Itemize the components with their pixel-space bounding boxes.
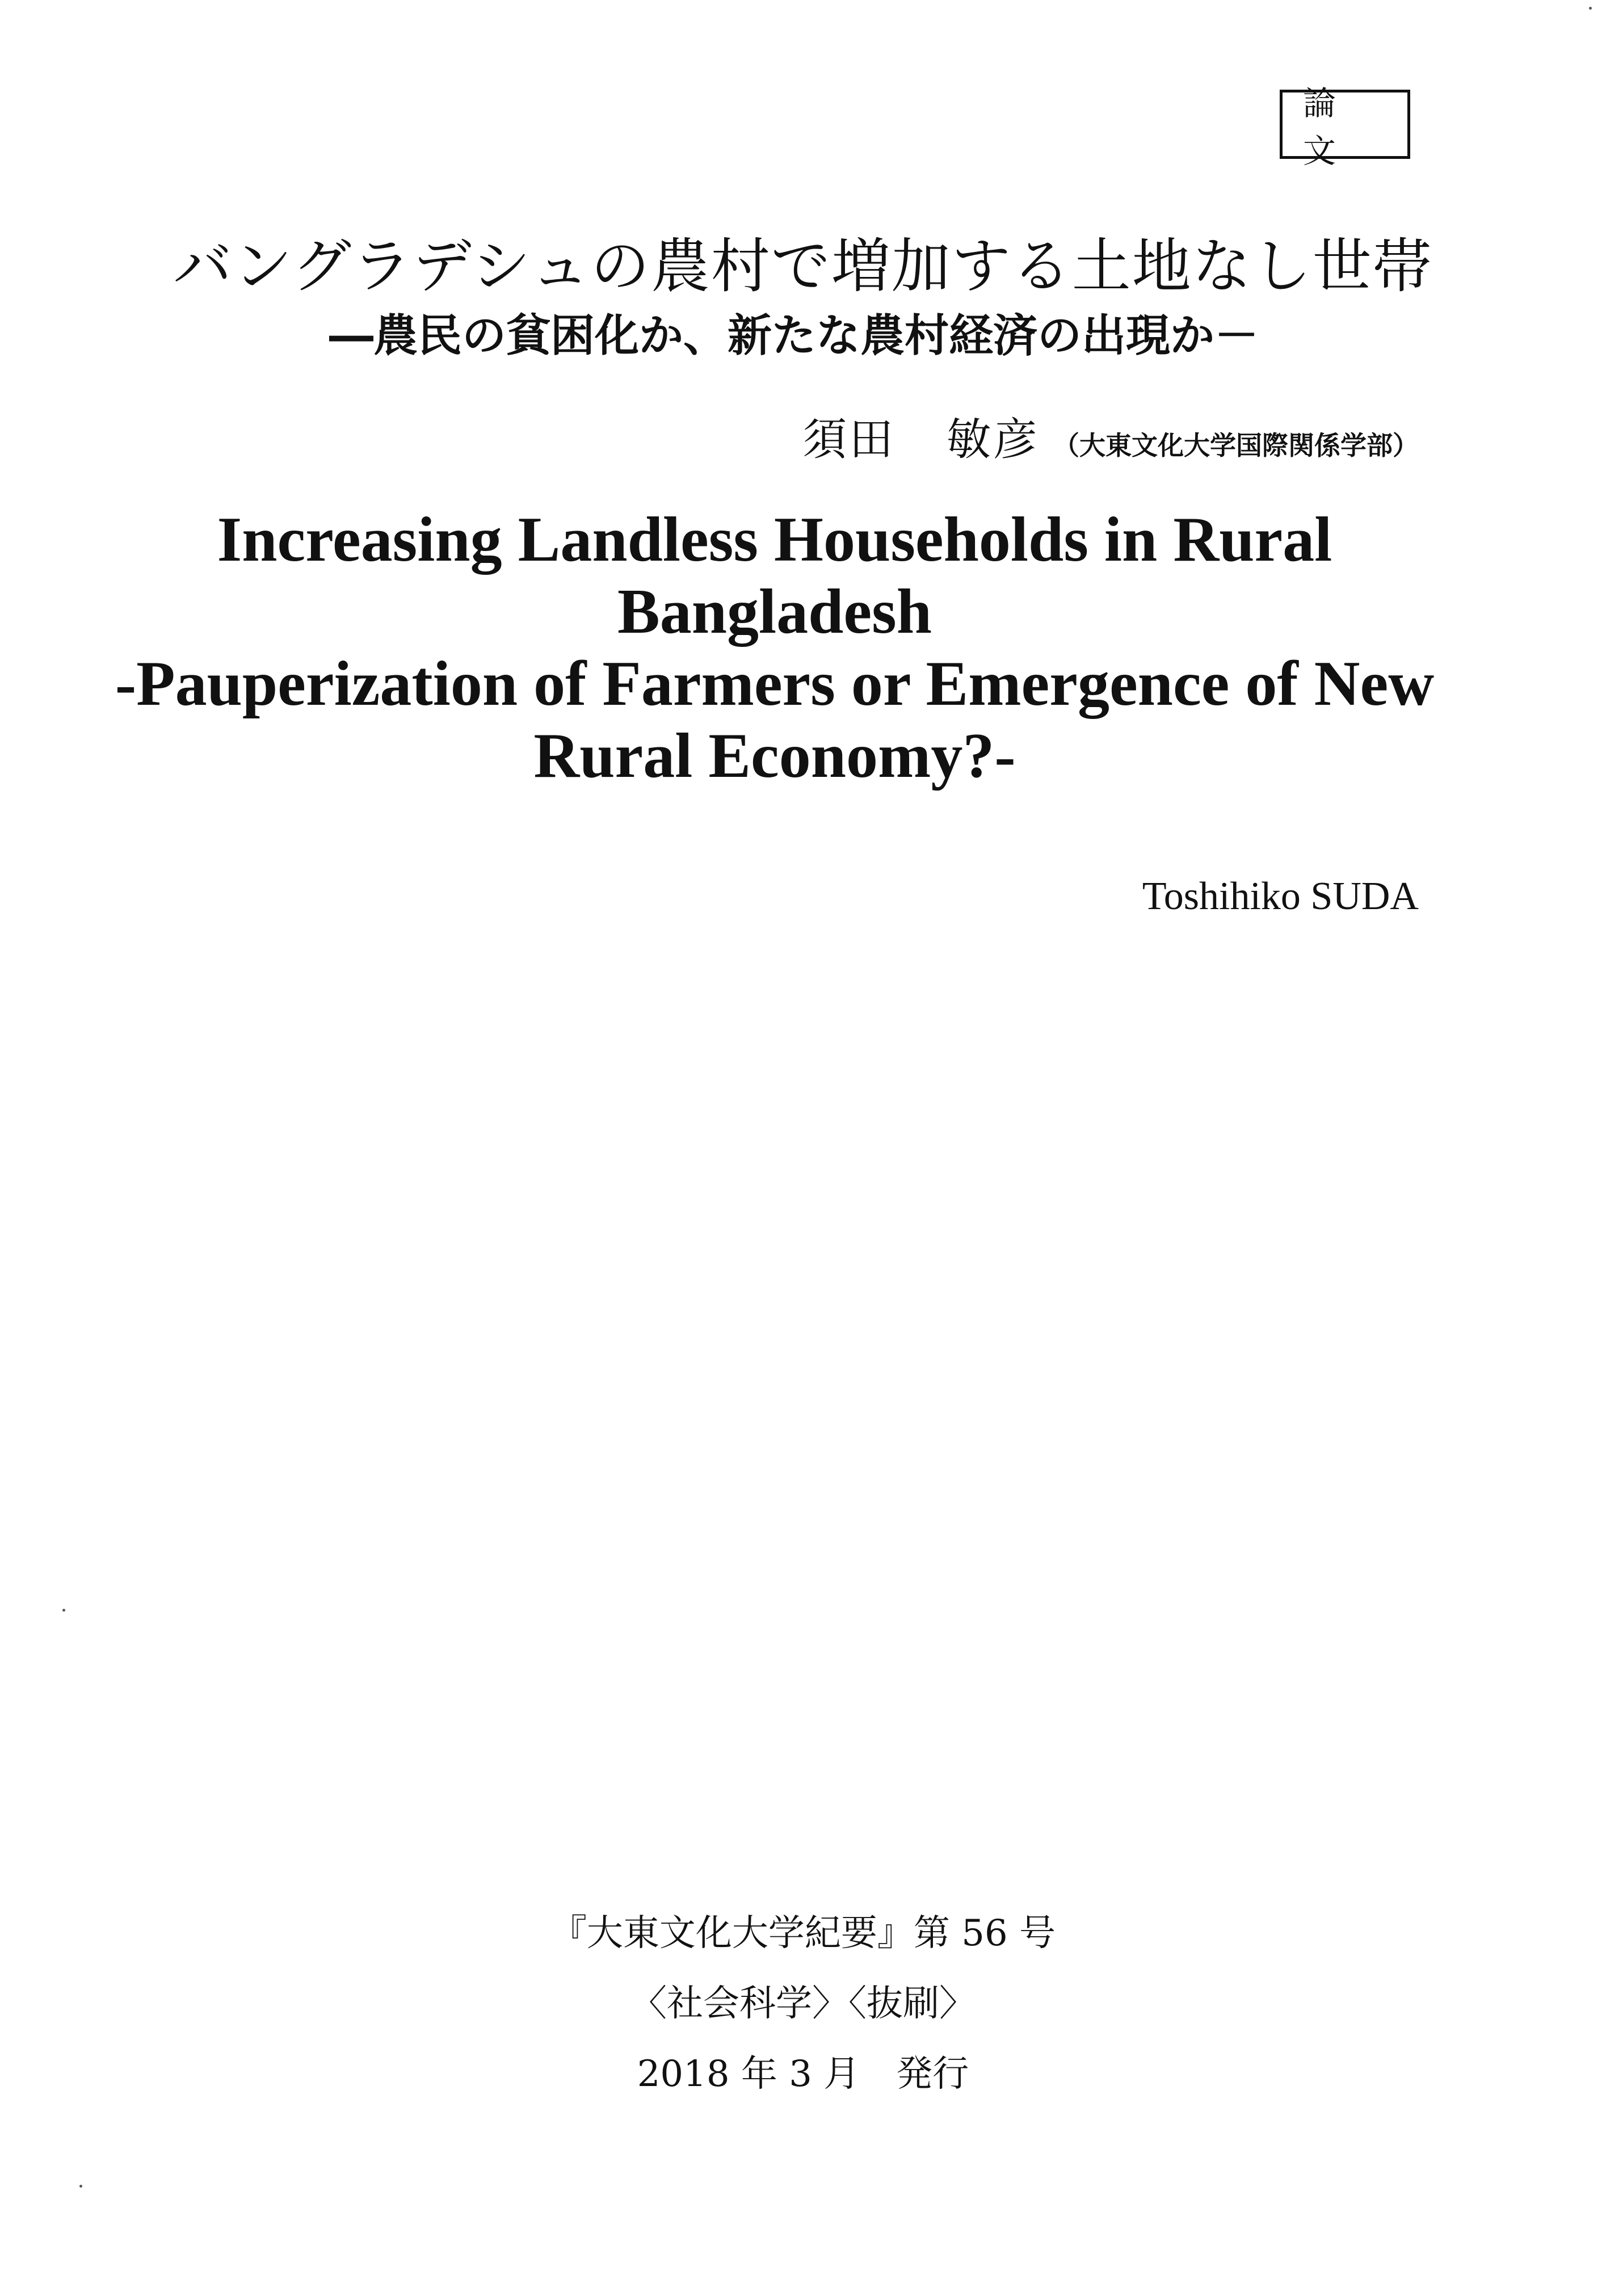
author-given-name: 敏彦 — [946, 414, 1040, 465]
english-title-line: Rural Economy?- — [533, 721, 1016, 791]
scan-speck — [1589, 7, 1592, 10]
japanese-title: バングラデシュの農村で増加する土地なし世帯 — [173, 232, 1433, 301]
publication-date: 2018 年 3 月 発行 — [637, 2053, 969, 2095]
author-family-name: 須田 — [802, 414, 896, 465]
english-title-line: Bangladesh — [617, 577, 932, 647]
english-title — [113, 504, 1436, 792]
japanese-author-name — [802, 404, 1040, 468]
english-title-line: -Pauperization of Farmers or Emergence of New — [115, 649, 1435, 719]
publication-info — [0, 1898, 1606, 2109]
scan-speck — [79, 2185, 82, 2188]
japanese-author-line — [802, 404, 1419, 468]
author-affiliation: （大東文化大学国際関係学部） — [1053, 430, 1419, 461]
category-label: 論文 — [1280, 90, 1410, 159]
japanese-subtitle: ―農民の貧困化か、新たな農村経済の出現か－ — [329, 310, 1259, 361]
journal-section: 〈社会科学〉〈抜刷〉 — [630, 1983, 976, 2025]
english-author: Toshihiko SUDA — [1142, 874, 1419, 918]
scan-speck — [62, 1609, 65, 1612]
journal-name: 『大東文化大学紀要』第 56 号 — [550, 1912, 1056, 1954]
english-title-line: Increasing Landless Households in Rural — [217, 504, 1332, 575]
